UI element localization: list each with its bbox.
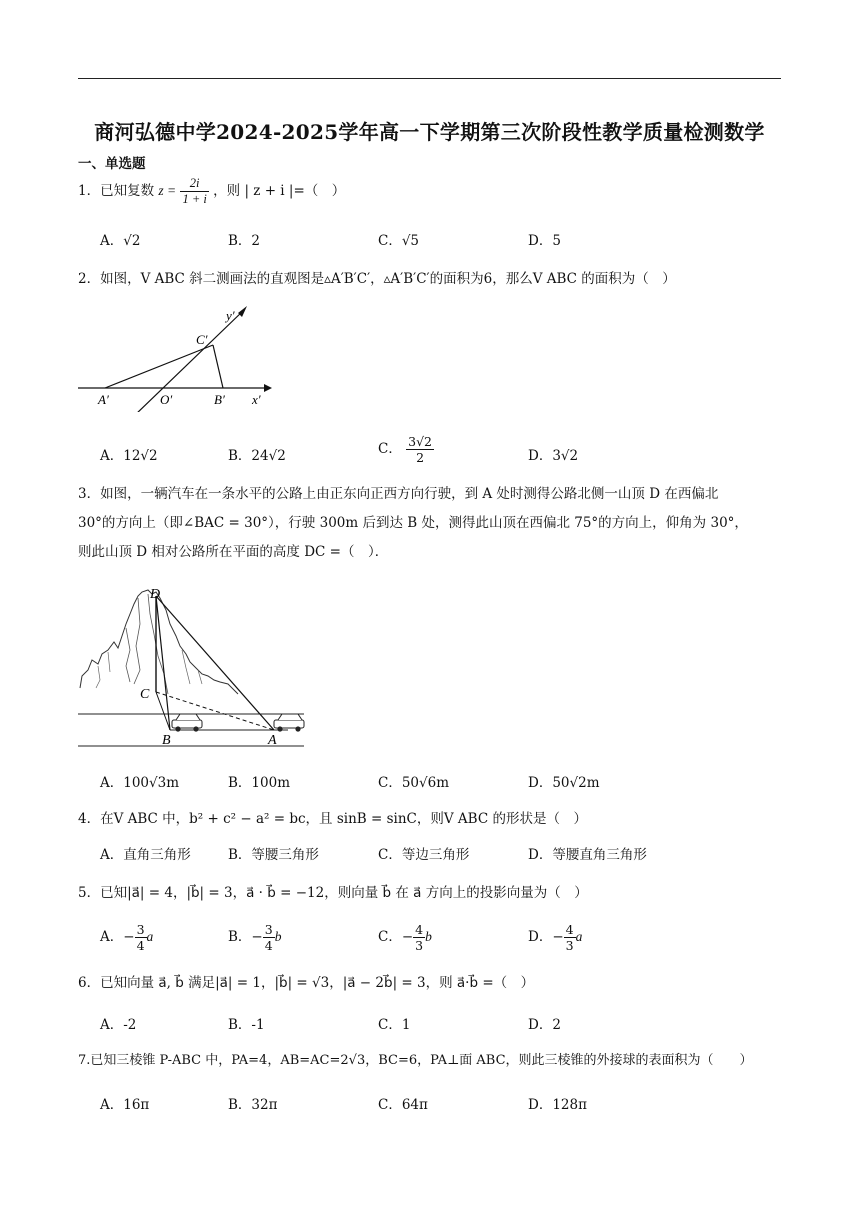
q5-option-d-label: D． bbox=[528, 929, 553, 945]
q5-option-b-den: 4 bbox=[264, 938, 273, 953]
q4-option-d[interactable]: D．等腰直角三角形 bbox=[528, 847, 647, 863]
label-x-axis: x′ bbox=[252, 392, 261, 407]
label-b: B bbox=[162, 733, 171, 748]
q1-fraction-num: 2i bbox=[180, 176, 208, 192]
q5-option-a-fraction bbox=[135, 922, 147, 953]
q6-option-b[interactable]: B．-1 bbox=[228, 1017, 265, 1033]
label-c: C′ bbox=[196, 332, 208, 347]
q5-option-b-vec: b⃗ bbox=[274, 929, 292, 944]
question-5: 5．已知|a⃗| = 4，|b⃗| = 3，a⃗ · b⃗ = −12，则向量 b⃗ 在 a⃗ 方向上的投影向量为（ ） bbox=[78, 885, 588, 901]
q6-option-c[interactable]: C．1 bbox=[378, 1017, 411, 1033]
q5-option-c[interactable]: C．− $\frac{4}{3}$ b⃗ bbox=[378, 922, 443, 953]
question-3-line-2: 30°的方向上（即∠BAC = 30°），行驶 300m 后到达 B 处，测得此山顶在西偏北 75°的方向上，仰角为 30°， bbox=[78, 515, 748, 531]
q1-z-eq: z = bbox=[158, 183, 177, 198]
question-7: 7.已知三棱锥 P-ABC 中，PA=4，AB=AC=2√3，BC=6，PA⊥面 ABC，则此三棱锥的外接球的表面积为（ ） bbox=[78, 1053, 753, 1068]
q4-option-b[interactable]: B．等腰三角形 bbox=[228, 847, 319, 863]
q7-options bbox=[100, 1093, 780, 1117]
q5-option-c-label: C． bbox=[378, 929, 402, 945]
q1-option-c[interactable]: C．√5 bbox=[378, 233, 420, 249]
q3-mountain-figure bbox=[78, 584, 306, 748]
question-3-line-3: 则此山顶 D 相对公路所在平面的高度 DC =（ ）． bbox=[78, 544, 389, 560]
label-d: D bbox=[150, 587, 161, 602]
q6-option-a[interactable]: A．-2 bbox=[100, 1017, 137, 1033]
q5-option-b-fraction bbox=[263, 922, 275, 953]
q1-suffix: ，则 | z + i |=（ ） bbox=[213, 183, 346, 199]
q5-option-a-den: 4 bbox=[136, 938, 145, 953]
q2-option-b[interactable]: B．24√2 bbox=[228, 448, 286, 464]
q5-options bbox=[100, 922, 780, 962]
q7-option-d[interactable]: D．128π bbox=[528, 1097, 587, 1113]
question-2: 2．如图，V ABC 斜二测画法的直观图是▵A′B′C′，▵A′B′C′的面积为6，那么V ABC 的面积为（ ） bbox=[78, 271, 676, 287]
mountain-ridge-4 bbox=[96, 650, 202, 688]
q2-option-c-den: 2 bbox=[416, 450, 425, 465]
mountain-ridge-1 bbox=[134, 598, 140, 684]
question-6: 6．已知向量 a⃗, b⃗ 满足|a⃗| = 1，|b⃗| = √3，|a⃗ − 2b⃗| = 3，则 a⃗·b⃗ =（ ） bbox=[78, 975, 535, 991]
q5-option-d-den: 3 bbox=[565, 938, 574, 953]
header-rule bbox=[78, 78, 781, 79]
mountain-outline bbox=[80, 590, 238, 694]
side-a-c bbox=[105, 345, 213, 388]
question-3-line-1: 3．如图，一辆汽车在一条水平的公路上由正东向正西方向行驶，到 A 处时测得公路北侧一山顶 D 在西偏北 bbox=[78, 486, 719, 502]
mountain-ridge-3 bbox=[126, 628, 130, 682]
q1-option-b[interactable]: B．2 bbox=[228, 233, 261, 249]
label-a: A bbox=[268, 733, 277, 748]
q5-option-c-num: 4 bbox=[415, 922, 424, 937]
q1-fraction-den: 1 + i bbox=[182, 192, 207, 206]
q3-option-a[interactable]: A．100√3m bbox=[100, 775, 180, 791]
page-title: 商河弘德中学2024-2025学年高一下学期第三次阶段性教学质量检测数学 bbox=[94, 120, 765, 144]
q5-option-d-vec: a⃗ bbox=[575, 929, 593, 944]
label-o: O′ bbox=[160, 392, 173, 407]
question-1 bbox=[78, 176, 783, 207]
q5-option-c-vec: b⃗ bbox=[425, 929, 443, 944]
q2-oblique-figure bbox=[78, 300, 278, 412]
q3-option-b[interactable]: B．100m bbox=[228, 775, 290, 791]
q7-option-b[interactable]: B．32π bbox=[228, 1097, 278, 1113]
q5-option-a-vec: a⃗ bbox=[146, 929, 164, 944]
question-4: 4．在V ABC 中，b² + c² − a² = bc，且 sinB = sinC，则V ABC 的形状是（ ） bbox=[78, 811, 587, 827]
segment-d-a bbox=[156, 596, 274, 730]
q4-option-c[interactable]: C．等边三角形 bbox=[378, 847, 470, 863]
y-axis bbox=[134, 310, 244, 412]
q3-options bbox=[100, 771, 780, 795]
x-axis-arrow bbox=[264, 384, 272, 392]
label-c: C bbox=[140, 687, 150, 702]
q5-option-a-num: 3 bbox=[136, 922, 145, 937]
q4-options bbox=[100, 843, 780, 867]
q3-option-d[interactable]: D．50√2m bbox=[528, 775, 600, 791]
q1-prefix: 1．已知复数 bbox=[78, 183, 155, 199]
q5-option-c-den: 3 bbox=[415, 938, 424, 953]
q2-option-c[interactable]: C． $\frac{3√2}{2}$ bbox=[378, 434, 432, 465]
side-c-b bbox=[213, 345, 223, 388]
q5-option-d-fraction bbox=[564, 922, 576, 953]
section-heading: 一、单选题 bbox=[78, 156, 146, 172]
label-b: B′ bbox=[214, 392, 225, 407]
q5-option-a[interactable]: A．− $\frac{3}{4}$ a⃗ bbox=[100, 922, 164, 953]
q4-option-a[interactable]: A．直角三角形 bbox=[100, 847, 191, 863]
q5-option-b-label: B． bbox=[228, 929, 252, 945]
car-at-b-icon bbox=[172, 714, 202, 732]
q2-option-c-num: 3√2 bbox=[408, 434, 432, 449]
label-a: A′ bbox=[98, 392, 109, 407]
q7-option-a[interactable]: A．16π bbox=[100, 1097, 150, 1113]
q2-option-d[interactable]: D．3√2 bbox=[528, 448, 579, 464]
q1-option-d[interactable]: D．5 bbox=[528, 233, 561, 249]
q6-options bbox=[100, 1013, 780, 1037]
q1-options bbox=[100, 229, 780, 253]
label-y-axis: y′ bbox=[226, 308, 235, 323]
q2-options bbox=[100, 434, 780, 468]
q5-option-a-label: A． bbox=[100, 929, 124, 945]
q3-option-c[interactable]: C．50√6m bbox=[378, 775, 450, 791]
q6-option-d[interactable]: D．2 bbox=[528, 1017, 561, 1033]
q1-fraction bbox=[180, 176, 208, 207]
q5-option-c-fraction bbox=[413, 922, 425, 953]
q5-option-d-num: 4 bbox=[565, 922, 574, 937]
q2-option-c-fraction bbox=[406, 434, 434, 465]
q7-option-c[interactable]: C．64π bbox=[378, 1097, 428, 1113]
car-at-a-icon bbox=[274, 714, 304, 732]
y-axis-arrow bbox=[238, 306, 247, 317]
q5-option-b[interactable]: B．− $\frac{3}{4}$ b⃗ bbox=[228, 922, 292, 953]
q5-option-b-num: 3 bbox=[264, 922, 273, 937]
q5-option-d[interactable]: D．− $\frac{4}{3}$ a⃗ bbox=[528, 922, 593, 953]
q1-option-a[interactable]: A．√2 bbox=[100, 233, 141, 249]
q2-option-a[interactable]: A．12√2 bbox=[100, 448, 158, 464]
